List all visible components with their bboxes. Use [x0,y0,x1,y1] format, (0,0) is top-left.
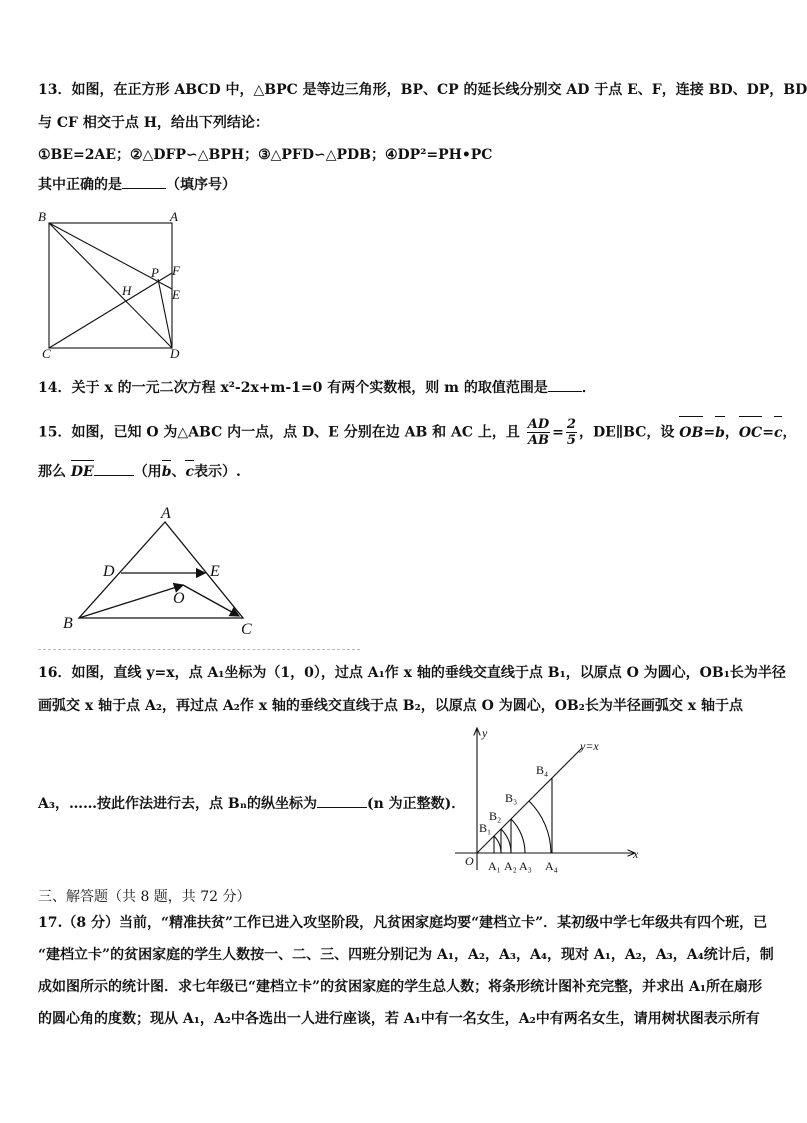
label-a2: A₂ [504,859,517,873]
q14-suffix: ． [581,380,596,396]
vector-separator: ， [724,424,739,441]
segment-cf [49,273,172,348]
vector-c: c [774,418,783,448]
label-b1: B₁ [479,821,492,835]
label-f: F [172,263,180,278]
q15-text-express: 表示）. [194,464,241,480]
q15-answer-blank[interactable] [94,475,134,476]
ratio-ad-ab [527,417,550,448]
label-b2: B₂ [489,809,502,823]
q16-answer-blank[interactable] [317,807,367,808]
label-e: E [172,287,180,302]
frac-ab: AB [527,433,550,448]
label-a1: A₁ [488,859,501,873]
q16-text: A₃，……按此作法进行去，点 Bₙ的纵坐标为 [38,796,317,812]
label-h: H [122,283,132,298]
q14-text: 14．关于 x 的一元二次方程 x²-2x+m-1=0 有两个实数根，则 m 的取值范围是 [38,380,548,396]
label-y: y [482,726,488,740]
section-3-title: 三、解答题（共 8 题，共 72 分） [38,889,251,905]
label-p: P [151,265,159,280]
label-e: E [210,563,220,580]
q14-line [38,378,596,398]
frac-ad: AD [527,417,550,432]
arc-1 [494,836,501,853]
q15-line-2 [38,462,241,482]
q17-line-2: “建档立卡”的贫困家庭的学生人数按一、二、三、四班分别记为 A₁，A₂，A₃，A₄，现对 A₁，A₂，A₃，A₄统计后，制 [38,947,774,963]
label-a: A [161,505,171,522]
label-a: A [170,209,178,224]
ratio-two-fifths [566,417,577,448]
arc-3 [511,819,525,853]
q13-answer-blank[interactable] [122,188,166,189]
q15-text-then: 那么 [38,464,66,480]
q13-answer-suffix: （填序号） [166,177,236,193]
label-line: y=x [580,739,599,753]
arc-4 [529,801,551,853]
label-d: D [103,563,115,580]
label-a3: A₃ [519,859,532,873]
vector-ob: OB [679,418,703,448]
q15-line-1: 15．如图，已知 O 为△ABC 内一点，点 D、E 分别在边 AB 和 AC 上，且 $\frac{AD}{AB}$ = $\frac{2}{5}$ ，DE∥BC，设 OB=b，OC=c， [38,417,797,448]
frac-5: 5 [566,433,576,448]
label-c: C [42,346,51,361]
label-o: O [173,590,185,607]
q14-answer-blank[interactable] [548,391,582,392]
q13-square-figure [30,205,200,365]
q13-line-2: 与 CF 相交于点 H，给出下列结论： [38,115,269,131]
vector-b-ref: b [161,464,172,480]
section-divider [38,649,360,650]
q16-line-2: 画弧交 x 轴于点 A₂，再过点 A₂作 x 轴的垂线交直线于点 B₂，以原点 O 为圆心，OB₂长为半径画弧交 x 轴于点 [38,698,743,714]
q15-text-comma: 、 [171,464,186,480]
segment-bd [49,223,172,348]
label-x: x [633,847,639,861]
q17-line-1: 17.（8 分）当前，“精准扶贫”工作已进入攻坚阶段，凡贫困家庭均要“建档立卡”．某初级中学七年级共有四个班，已 [38,915,768,931]
label-b: B [38,209,46,224]
q15-line1-end: ， [782,424,797,441]
vector-c-ref: c [185,464,195,480]
q17-line-3: 成如图所示的统计图．求七年级已“建档立卡”的贫困家庭的学生总人数；将条形统计图补充完整，并求出 A₁所在扇形 [38,979,762,995]
vector-oc-arrow [183,585,239,616]
q15-text-start: 15．如图，已知 O 为△ABC 内一点，点 D、E 分别在边 AB 和 AC 上，且 [38,424,520,441]
label-c: C [241,621,252,638]
q15-text-use: （用 [133,464,162,480]
q16-coordinate-figure [450,722,650,880]
q13-answer-line [38,175,236,195]
q15-text-mid: ，DE∥BC，设 [578,424,675,441]
q13-options: ①BE=2AE；②△DFP∽△BPH；③△PFD∽△PDB；④DP²=PH•PC [38,147,493,163]
arc-2 [501,829,511,853]
label-d: D [170,346,180,361]
line-y-equals-x [477,748,582,853]
vector-oc: OC [739,418,762,448]
label-b4: B₄ [536,763,549,777]
vector-b: b [715,418,725,448]
frac-2: 2 [566,417,576,432]
q15-triangle-figure [55,500,275,645]
q13-answer-prefix: 其中正确的是 [38,177,122,193]
q17-line-4: 的圆心角的度数；现从 A₁，A₂中各选出一人进行座谈，若 A₁中有一名女生，A₂中有两名女生，请用树状图表示所有 [38,1011,760,1027]
equals-sign: = [552,424,564,441]
label-b: B [63,615,73,632]
q16-line-3 [38,794,465,814]
q13-line-1: 13．如图，在正方形 ABCD 中，△BPC 是等边三角形，BP、CP 的延长线分别交 AD 于点 E、F，连接 BD、DP，BD [38,82,807,98]
segment-dp [158,279,172,348]
vector-de: DE [70,464,94,480]
q16-line-1: 16．如图，直线 y=x，点 A₁坐标为（1，0），过点 A₁作 x 轴的垂线交直线于点 B₁，以原点 O 为圆心，OB₁长为半径 [38,665,786,681]
label-origin: O [465,854,474,868]
q16-suffix: (n 为正整数)． [366,796,466,812]
label-b3: B₃ [505,791,518,805]
label-a4: A₄ [545,859,558,873]
